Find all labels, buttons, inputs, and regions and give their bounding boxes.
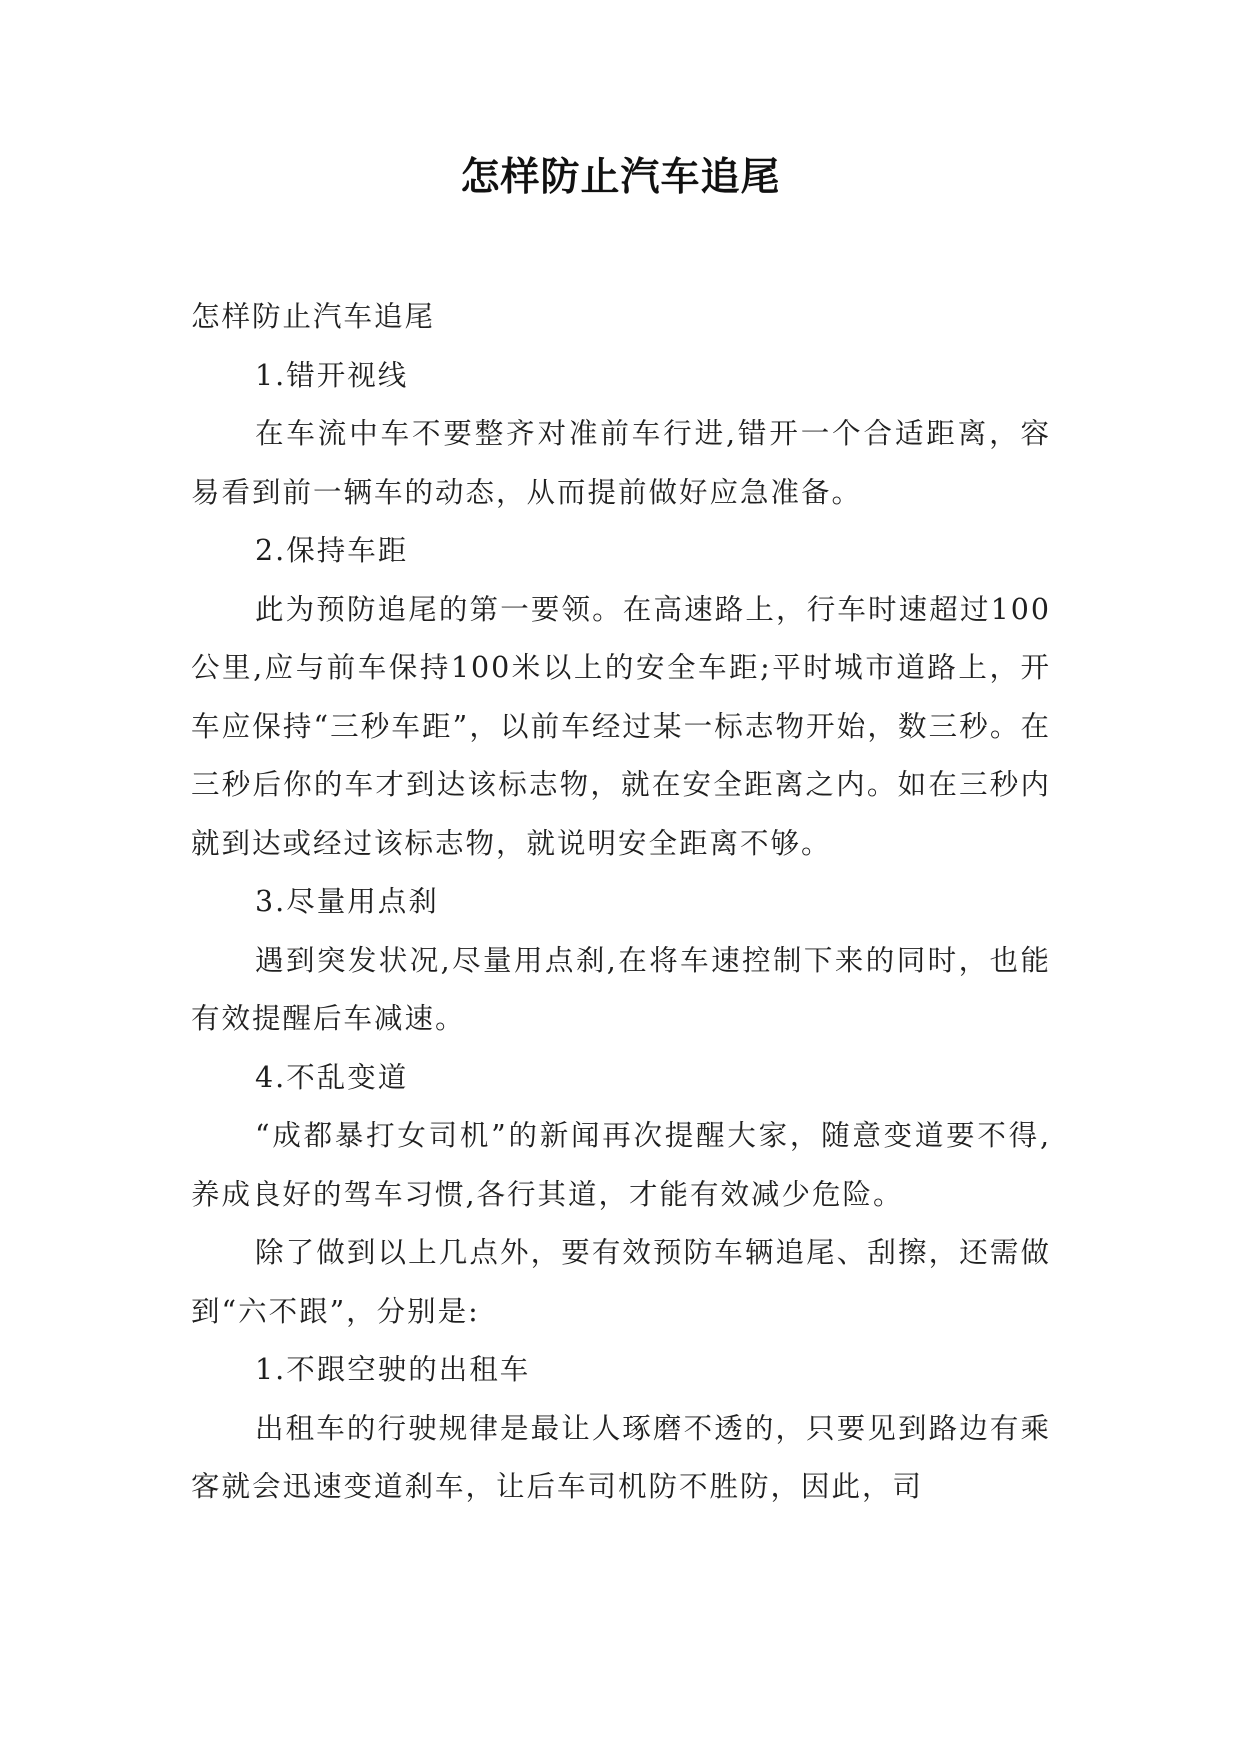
document-title: 怎样防止汽车追尾 bbox=[460, 155, 781, 200]
section-heading-5: 1.不跟空驶的出租车 bbox=[255, 1353, 531, 1386]
paragraph-1: 在车流中车不要整齐对准前车行进,错开一个合适距离，容易看到前一辆车的动态，从而提前做好应急准备。 bbox=[191, 417, 1051, 509]
document-body bbox=[191, 288, 1051, 1517]
paragraph-subtitle: 怎样防止汽车追尾 bbox=[191, 300, 436, 333]
paragraph-4: “成都暴打女司机”的新闻再次提醒大家，随意变道要不得,养成良好的驾车习惯,各行其道，才能有效减少危险。 bbox=[191, 1119, 1051, 1211]
section-heading-1: 1.错开视线 bbox=[255, 358, 409, 392]
paragraph-3: 遇到突发状况,尽量用点刹,在将车速控制下来的同时，也能有效提醒后车减速。 bbox=[191, 943, 1051, 1035]
section-heading-3: 3.尽量用点刹 bbox=[255, 885, 439, 918]
section-heading-2: 2.保持车距 bbox=[255, 534, 409, 567]
paragraph-5: 除了做到以上几点外，要有效预防车辆追尾、刮擦，还需做到“六不跟”，分别是: bbox=[191, 1236, 1051, 1328]
paragraph-2: 此为预防追尾的第一要领。在高速路上，行车时速超过100公里,应与前车保持100米以上的安全车距;平时城市道路上，开车应保持“三秒车距”，以前车经过某一标志物开始，数三秒。在三秒后你的车才到达该标志物，就在安全距离之内。如在三秒内就到达或经过该标志物，就说明安全距离不够。 bbox=[191, 592, 1051, 860]
section-heading-4: 4.不乱变道 bbox=[255, 1060, 409, 1094]
paragraph-6: 出租车的行驶规律是最让人琢磨不透的，只要见到路边有乘客就会迅速变道刹车，让后车司机防不胜防，因此，司 bbox=[191, 1411, 1051, 1503]
